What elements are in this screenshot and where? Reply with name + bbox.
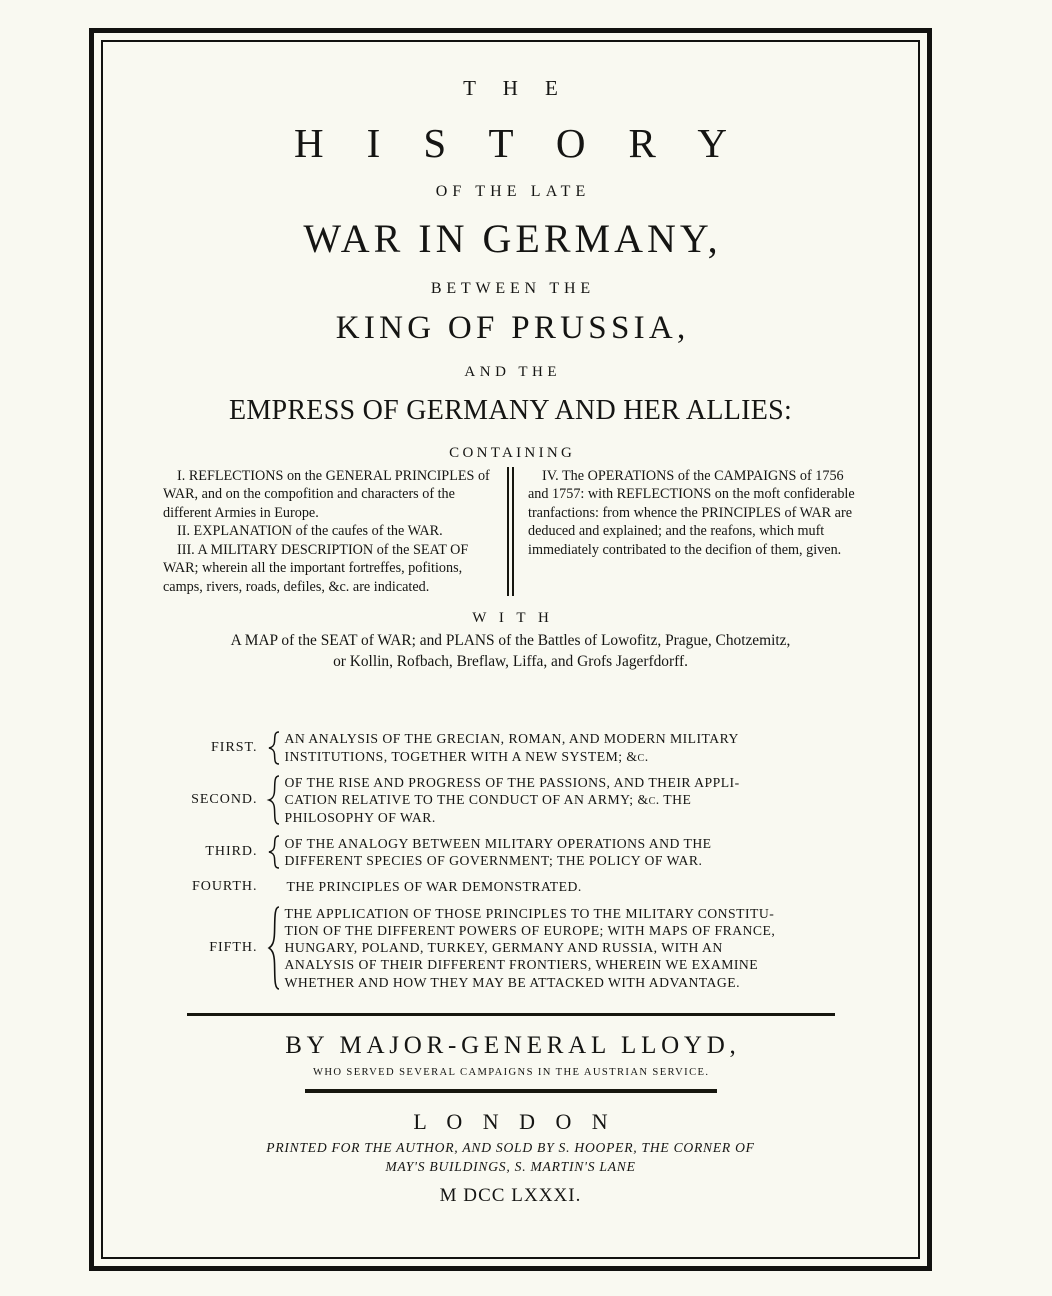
ordinal-text	[285, 835, 856, 870]
containing-left-column	[163, 467, 493, 596]
with-line-1: A MAP of the SEAT of WAR; and PLANS of the Battles of Lowofitz, Prague, Chotzemitz,	[230, 632, 791, 650]
title-line-the: T H E	[463, 76, 569, 100]
ordinal-label: FOURTH.	[191, 878, 258, 894]
author-byline: BY MAJOR-GENERAL LLOYD,	[285, 1031, 741, 1059]
title-line-and-the: AND THE	[464, 364, 562, 380]
ordinal-text-line: CATION RELATIVE TO THE CONDUCT OF AN ARMY; &c. THE	[284, 792, 692, 808]
containing-item: II. EXPLANATION of the caufes of the WAR.	[177, 523, 443, 540]
curly-brace-icon	[263, 731, 285, 765]
ordinal-text	[285, 905, 856, 991]
ordinal-text-line: TION OF THE DIFFERENT POWERS OF EUROPE; WITH MAPS OF FRANCE,	[284, 922, 776, 938]
imprint-line-1: PRINTED FOR THE AUTHOR, AND SOLD BY S. HOOPER, THE CORNER OF	[266, 1139, 755, 1155]
imprint-statement	[130, 1138, 891, 1177]
imprint-city: L O N D O N	[413, 1108, 616, 1134]
ordinal-text-line: OF THE RISE AND PROGRESS OF THE PASSIONS, AND THEIR APPLI-	[284, 774, 740, 790]
imprint-line-2: MAY'S BUILDINGS, S. MARTIN'S LANE	[385, 1159, 636, 1175]
containing-item: IV. The OPERATIONS of the CAMPAIGNS of 1756 and 1757: with REFLECTIONS on the moft confiderable tranfactions: from whence the PRINCIPLES of WAR are deduced and explained; and the reafons, which muft immediately contribated to the decifion of them, given.	[528, 468, 855, 558]
with-heading: W I T H	[472, 610, 554, 627]
curly-brace-icon	[263, 775, 285, 825]
ordinal-text-line: AN ANALYSIS OF THE GRECIAN, ROMAN, AND MODERN MILITARY	[284, 731, 739, 747]
ordinal-text-line: INSTITUTIONS, TOGETHER WITH A NEW SYSTEM; &c.	[284, 748, 649, 764]
title-line-history: H I S T O R Y	[294, 120, 744, 166]
title-line-war-in-germany: WAR IN GERMANY,	[303, 216, 722, 261]
ordinal-text-line: THE PRINCIPLES OF WAR DEMONSTRATED.	[286, 879, 582, 895]
ordinal-text	[285, 774, 856, 826]
containing-item: III. A MILITARY DESCRIPTION of the SEAT OF WAR; wherein all the important fortreffes, pofitions, camps, rivers, roads, defiles, &c. are indicated.	[163, 541, 469, 595]
containing-columns	[161, 467, 861, 596]
containing-heading: CONTAINING	[449, 445, 576, 461]
ordinal-text	[285, 730, 856, 765]
title-page-content	[112, 52, 909, 1247]
ordinal-text-line: HUNGARY, POLAND, TURKEY, GERMANY AND RUSSIA, WITH AN	[284, 940, 723, 956]
ordinal-contents-list	[166, 730, 856, 990]
ordinal-row-fourth	[166, 878, 856, 895]
ordinal-label: SECOND.	[191, 791, 258, 807]
title-line-of-the-late: OF THE LATE	[435, 183, 591, 200]
curly-brace-icon	[263, 906, 285, 990]
ordinal-text-line: PHILOSOPHY OF WAR.	[284, 809, 436, 825]
ordinal-text	[285, 878, 856, 895]
containing-right-column	[528, 467, 858, 596]
ordinal-label: THIRD.	[205, 844, 258, 860]
ordinal-text-line: OF THE ANALOGY BETWEEN MILITARY OPERATIONS AND THE	[284, 835, 712, 851]
ordinal-text-line: THE APPLICATION OF THOSE PRINCIPLES TO THE MILITARY CONSTITU-	[284, 905, 775, 921]
with-line-2: or Kollin, Rofbach, Breflaw, Liffa, and Grofs Jagerfdorff.	[333, 652, 688, 670]
ordinal-row-second	[166, 774, 856, 826]
ordinal-text-line: WHETHER AND HOW THEY MAY BE ATTACKED WITH ADVANTAGE.	[284, 974, 741, 990]
imprint-year: M DCC LXXXI.	[439, 1184, 582, 1206]
ordinal-row-fifth	[166, 905, 856, 991]
ordinal-label: FIFTH.	[209, 939, 258, 955]
column-divider-rule	[507, 467, 514, 596]
title-line-between-the: BETWEEN THE	[430, 280, 595, 297]
author-credential: WHO SERVED SEVERAL CAMPAIGNS IN THE AUSTRIAN SERVICE.	[312, 1066, 710, 1078]
ordinal-row-first	[166, 730, 856, 765]
containing-item: I. REFLECTIONS on the GENERAL PRINCIPLES of WAR, and on the compofition and characters of the different Armies in Europe.	[163, 468, 490, 521]
curly-brace-icon	[263, 835, 285, 869]
ordinal-text-line: ANALYSIS OF THEIR DIFFERENT FRONTIERS, WHEREIN WE EXAMINE	[284, 957, 759, 973]
divider-rule-short	[305, 1089, 717, 1093]
divider-rule-long	[187, 1013, 835, 1016]
ordinal-text-line: DIFFERENT SPECIES OF GOVERNMENT; THE POLICY OF WAR.	[284, 853, 703, 869]
ordinal-label: FIRST.	[211, 739, 258, 755]
with-description	[146, 631, 876, 672]
title-line-king-of-prussia: KING OF PRUSSIA,	[335, 310, 690, 346]
title-line-empress: EMPRESS OF GERMANY AND HER ALLIES:	[228, 395, 793, 426]
ordinal-row-third	[166, 835, 856, 870]
